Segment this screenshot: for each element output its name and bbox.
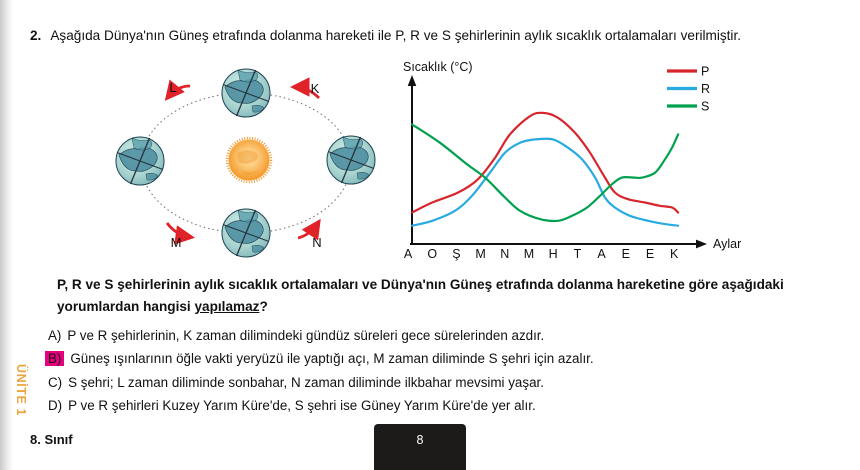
option-d-text: P ve R şehirleri Kuzey Yarım Küre'de, S şehri ise Güney Yarım Küre'de yer alır. <box>68 398 536 413</box>
month-tick-11: K <box>670 247 679 261</box>
month-tick-7: T <box>573 247 582 261</box>
month-tick-6: H <box>548 247 558 261</box>
x-axis-arrow-icon <box>696 240 707 249</box>
month-tick-10: E <box>645 247 655 261</box>
earth-icon-bottom <box>222 209 270 257</box>
month-tick-8: A <box>597 247 606 261</box>
option-a-text: P ve R şehirlerinin, K zaman dilimindeki gündüz süreleri gece sürelerinden azdır. <box>67 327 545 343</box>
unit-sidebar-label: ÜNİTE 1 <box>14 363 28 417</box>
temperature-chart <box>395 50 745 265</box>
legend-label-P: P <box>701 64 710 79</box>
question-intro: Aşağıda Dünya'nın Güneş etrafında dolanma hareketi ile P, R ve S şehirlerinin aylık sıcaklık ortalamaları verilmiştir. <box>50 28 742 43</box>
orbit-label-K: K <box>310 81 320 96</box>
question-body-text: P, R ve S şehirlerinin aylık sıcaklık ortalamaları ve Dünya'nın Güneş etrafında dolanma hareketine göre aşağıdaki yorumlardan hangisi <box>57 277 784 314</box>
month-tick-5: M <box>523 247 535 261</box>
orbit-label-N: N <box>312 235 322 250</box>
month-tick-9: E <box>621 247 630 261</box>
page-number-box <box>374 424 466 470</box>
chart-x-axis-label: Aylar <box>713 237 742 251</box>
page-edge-shadow <box>0 0 13 470</box>
earth-icon-right <box>327 136 375 184</box>
month-tick-3: M <box>475 247 486 261</box>
question-body <box>57 274 843 318</box>
grade-label: 8. Sınıf <box>30 432 73 447</box>
month-tick-1: O <box>427 247 438 261</box>
y-axis-arrow-icon <box>408 75 417 86</box>
chart-y-axis-label: Sıcaklık (°C) <box>403 60 473 74</box>
series-line-P <box>412 113 678 213</box>
option-d-letter: D) <box>48 398 63 413</box>
option-c-letter: C) <box>48 374 63 390</box>
legend-label-R: R <box>701 82 711 96</box>
month-tick-4: N <box>500 247 510 261</box>
option-c <box>48 374 594 390</box>
question-header <box>30 27 836 44</box>
question-mark: ? <box>259 299 268 314</box>
option-c-text: S şehri; L zaman diliminde sonbahar, N zaman diliminde ilkbahar mevsimi yaşar. <box>68 374 544 390</box>
earth-icon-top <box>222 69 270 117</box>
option-a <box>48 327 594 343</box>
earth-icon-left <box>116 137 164 185</box>
month-tick-2: Ş <box>452 247 461 261</box>
page-number: 8 <box>416 433 424 447</box>
question-number: 2. <box>30 28 42 43</box>
sun-icon <box>227 138 271 182</box>
option-b-text: Güneş ışınlarının öğle vakti yeryüzü ile yaptığı açı, M zaman diliminde S şehri için azalır. <box>70 351 594 366</box>
chart-month-ticks <box>404 247 679 261</box>
option-b-letter answer-highlight: B) <box>45 351 64 366</box>
option-d <box>48 398 594 414</box>
option-a-letter: A) <box>48 327 62 343</box>
orbit-label-L: L <box>169 80 177 95</box>
option-b <box>48 351 594 367</box>
orbit-label-M: M <box>170 235 182 250</box>
chart-legend <box>667 65 710 114</box>
month-tick-0: A <box>403 247 413 261</box>
earth-orbit-diagram <box>95 54 395 266</box>
question-keyword-underlined: yapılamaz <box>194 299 260 314</box>
chart-series-group <box>412 113 678 226</box>
legend-label-S: S <box>701 99 710 114</box>
options-list <box>48 327 594 421</box>
